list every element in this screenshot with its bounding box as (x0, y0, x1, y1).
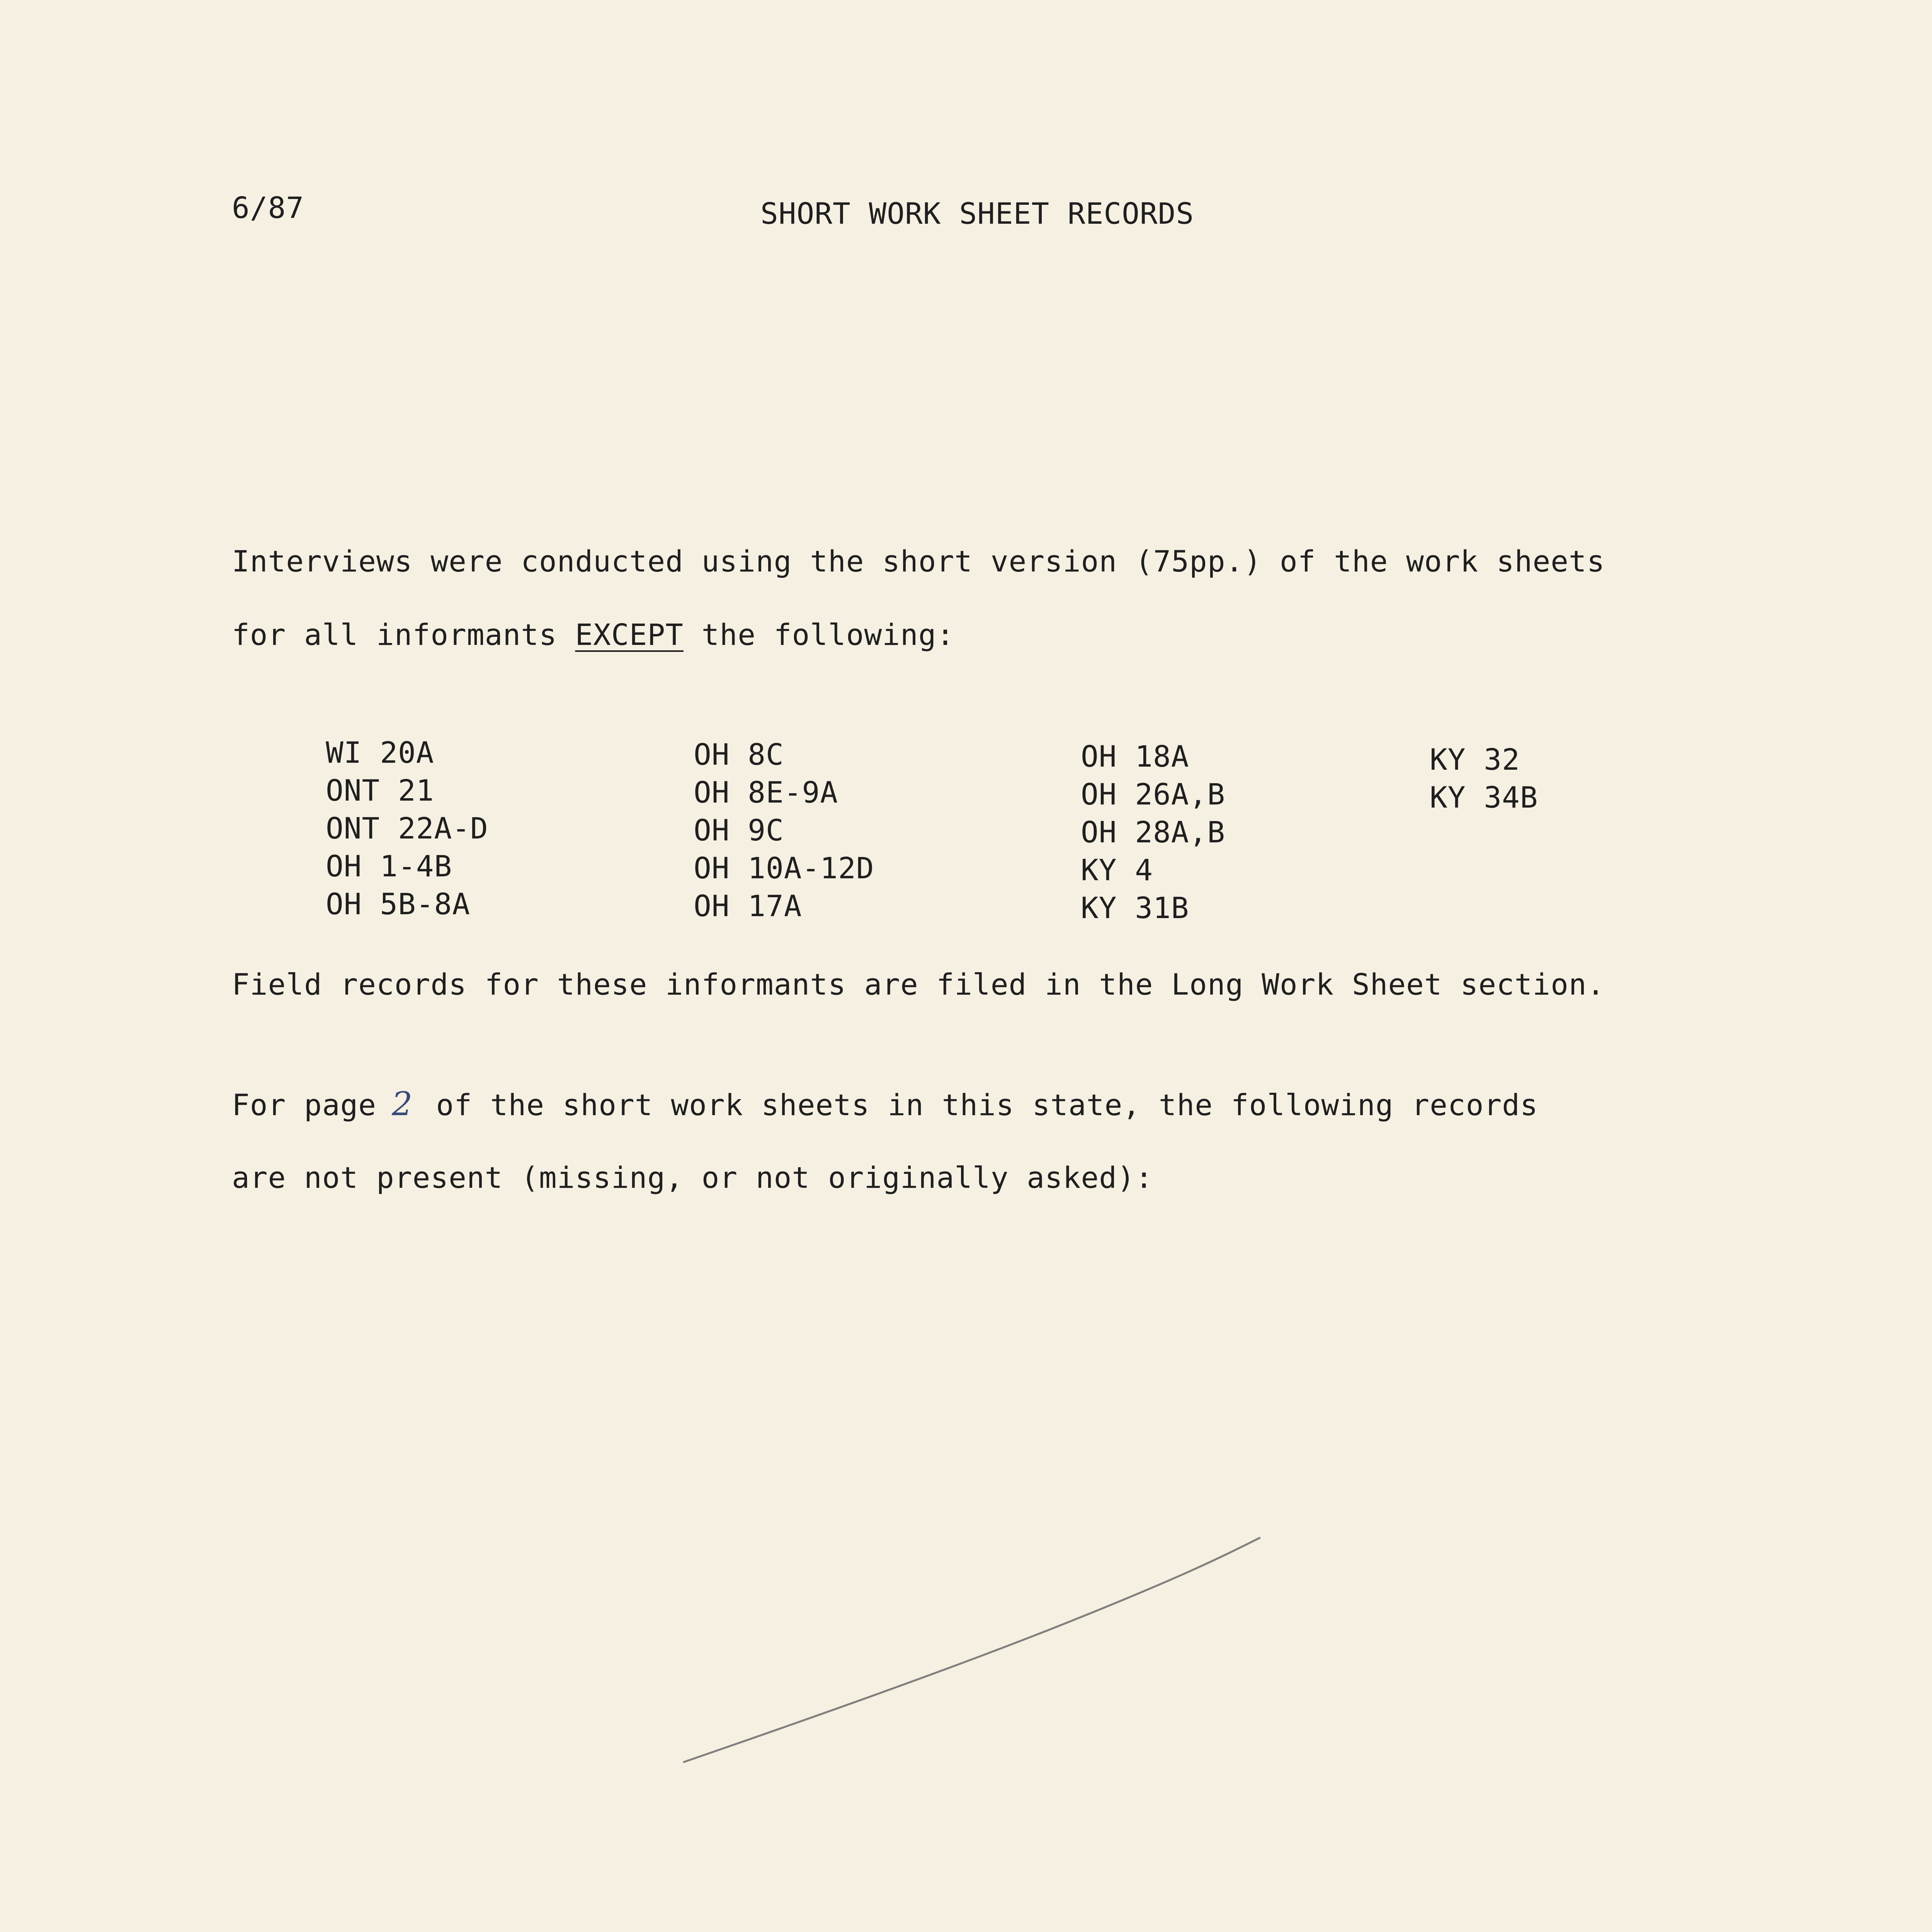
informant-code: KY 31B (1081, 891, 1189, 925)
informant-code: OH 10A-12D (694, 851, 874, 885)
page-note-line-2: are not present (missing, or not originally asked): (232, 1160, 1153, 1195)
informant-column-1 (326, 735, 488, 927)
intro-line-2-prefix: for all informants (232, 617, 575, 652)
page-note-suffix: of the short work sheets in this state, the following records (436, 1088, 1538, 1122)
handwritten-page-number: 2 (392, 1085, 413, 1123)
pencil-strike-line (680, 1507, 1267, 1777)
page-note-prefix: For page (232, 1088, 377, 1122)
intro-line-2 (232, 617, 955, 652)
informant-code: WI 20A (326, 735, 434, 770)
informant-column-2 (694, 737, 874, 929)
informant-code: OH 28A,B (1081, 815, 1226, 849)
except-emphasis: EXCEPT (575, 617, 684, 652)
informant-code: ONT 22A-D (326, 811, 488, 845)
informant-code: ONT 21 (326, 773, 434, 808)
informant-code: OH 17A (694, 889, 802, 923)
informant-column-4 (1430, 742, 1538, 821)
informant-code: KY 4 (1081, 853, 1153, 887)
informant-code: OH 26A,B (1081, 777, 1226, 811)
document-date: 6/87 (232, 190, 304, 225)
informant-code: OH 8E-9A (694, 775, 838, 810)
intro-line-1: Interviews were conducted using the short version (75pp.) of the work sheets (232, 544, 1605, 578)
informant-column-3 (1081, 739, 1226, 931)
document-title: SHORT WORK SHEET RECORDS (760, 196, 1194, 231)
informant-code: OH 8C (694, 737, 784, 772)
informant-code: OH 1-4B (326, 849, 452, 883)
informant-code: OH 5B-8A (326, 887, 471, 921)
informant-code: OH 18A (1081, 739, 1189, 774)
informant-code: OH 9C (694, 813, 784, 847)
page-note-line-1 (232, 1085, 1538, 1123)
informant-code: KY 32 (1430, 742, 1520, 777)
intro-line-2-suffix: the following: (683, 617, 955, 652)
field-records-note: Field records for these informants are filed in the Long Work Sheet section. (232, 967, 1605, 1002)
informant-code: KY 34B (1430, 780, 1538, 815)
